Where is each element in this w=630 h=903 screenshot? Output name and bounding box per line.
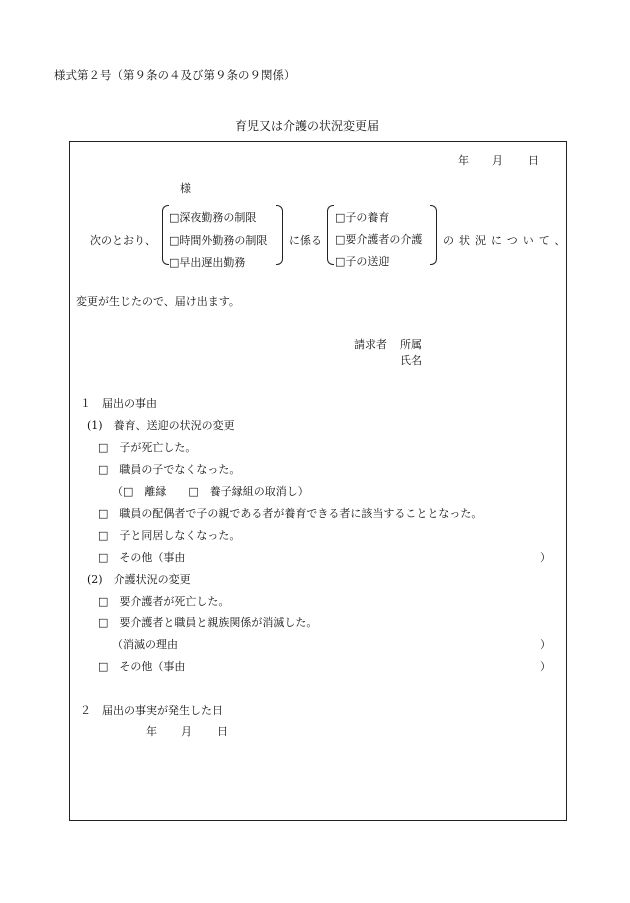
sub2-item-2-detail: （消滅の理由	[112, 638, 178, 651]
section1-sub1-heading: (1) 養育、送迎の状況の変更	[87, 419, 235, 432]
group2-item-2: □要介護者の介護	[335, 233, 423, 246]
section2-year: 年	[146, 725, 157, 738]
bracket-right-2	[430, 205, 437, 265]
group1-item-3: □早出遅出勤務	[169, 256, 246, 269]
intro-prefix: 次のとおり、	[90, 234, 156, 247]
section2-month: 月	[181, 725, 192, 738]
sub2-item-3: □ その他（事由	[98, 660, 186, 673]
sub2-item-2: □ 要介護者と職員と親族関係が消滅した。	[98, 616, 318, 629]
sub1-item-3: □ 職員の配偶者で子の親である者が養育できる者に該当することとなった。	[98, 507, 483, 520]
intro-middle: に係る	[289, 234, 322, 247]
sub1-item-4: □ 子と同居しなくなった。	[98, 529, 241, 542]
requester-label: 請求者	[354, 338, 387, 351]
sub1-item-2-detail: （□ 離縁 □ 養子縁組の取消し）	[112, 485, 309, 498]
date-month: 月	[492, 154, 503, 167]
section2-heading: ２ 届出の事実が発生した日	[80, 704, 223, 717]
date-year: 年	[458, 154, 469, 167]
bracket-left-2	[327, 205, 334, 265]
bracket-right-1	[276, 205, 283, 265]
group2-item-1: □子の養育	[335, 211, 390, 224]
section1-sub2-heading: (2) 介護状況の変更	[87, 573, 191, 586]
addressee-suffix: 様	[180, 182, 191, 195]
date-day: 日	[528, 154, 539, 167]
group1-item-2: □時間外勤務の制限	[169, 234, 268, 247]
intro-suffix: の状況について、	[443, 234, 571, 247]
form-number: 様式第２号（第９条の４及び第９条の９関係）	[54, 68, 296, 82]
requester-name: 氏名	[400, 354, 422, 367]
sub1-item-1: □ 子が死亡した。	[98, 441, 197, 454]
group1-item-1: □深夜勤務の制限	[169, 211, 257, 224]
sub2-detail-close-paren: ）	[540, 638, 551, 651]
bracket-left-1	[162, 205, 169, 265]
section1-heading: １ 届出の事由	[80, 397, 157, 410]
notice-text: 変更が生じたので、届け出ます。	[76, 295, 240, 308]
form-title: 育児又は介護の状況変更届	[235, 119, 380, 133]
sub1-item-5: □ その他（事由	[98, 551, 186, 564]
sub1-close-paren: ）	[540, 551, 551, 564]
group2-item-3: □子の送迎	[335, 255, 390, 268]
section2-day: 日	[217, 725, 228, 738]
sub2-close-paren: ）	[540, 660, 551, 673]
sub1-item-2: □ 職員の子でなくなった。	[98, 463, 241, 476]
requester-affiliation: 所属	[400, 338, 422, 351]
sub2-item-1: □ 要介護者が死亡した。	[98, 595, 230, 608]
